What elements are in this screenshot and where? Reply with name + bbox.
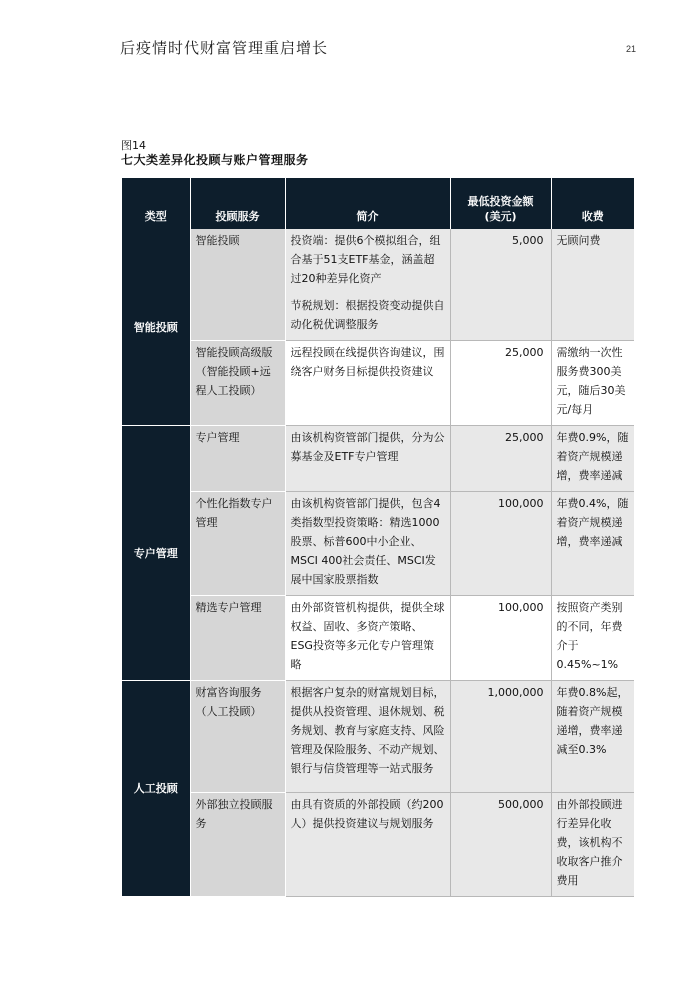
header-min-investment-line2: (美元) bbox=[484, 210, 517, 223]
min-investment: 25,000 bbox=[450, 341, 551, 426]
running-title: 后疫情时代财富管理重启增长 bbox=[120, 39, 329, 57]
service-name: 智能投顾高级版（智能投顾+远程人工投顾） bbox=[190, 341, 285, 426]
fee-text: 由外部投顾进行差异化收费，该机构不收取客户推介费用 bbox=[551, 793, 634, 897]
table-row bbox=[122, 341, 634, 426]
min-investment: 1,000,000 bbox=[450, 681, 551, 793]
table-header-row bbox=[122, 178, 634, 229]
min-investment: 25,000 bbox=[450, 426, 551, 492]
service-description: 根据客户复杂的财富规划目标，提供从投资管理、退休规划、税务规划、教育与家庭支持、风险管理及保险服务、不动产规划、银行与信贷管理等一站式服务 bbox=[285, 681, 450, 793]
figure-title: 七大类差异化投顾与账户管理服务 bbox=[121, 153, 309, 167]
category-cell: 人工投顾 bbox=[122, 681, 190, 897]
figure-label: 图14 bbox=[121, 139, 146, 152]
service-name: 财富咨询服务（人工投顾） bbox=[190, 681, 285, 793]
fee-text: 年费0.4%，随着资产规模递增，费率递减 bbox=[551, 492, 634, 596]
header-description: 简介 bbox=[285, 178, 450, 229]
header-min-investment-line1: 最低投资金额 bbox=[467, 195, 534, 208]
description-paragraph: 投资端：提供6个模拟组合，组合基于51支ETF基金，涵盖超过20种差异化资产 bbox=[290, 234, 441, 285]
service-name: 智能投顾 bbox=[190, 229, 285, 341]
fee-text: 需缴纳一次性服务费300美元，随后30美元/每月 bbox=[551, 341, 634, 426]
fee-text: 无顾问费 bbox=[551, 229, 634, 341]
service-name: 专户管理 bbox=[190, 426, 285, 492]
table-row bbox=[122, 793, 634, 897]
category-cell: 专户管理 bbox=[122, 426, 190, 681]
service-description: 由该机构资管部门提供，分为公募基金及ETF专户管理 bbox=[285, 426, 450, 492]
services-table bbox=[122, 178, 634, 897]
table-row bbox=[122, 229, 634, 341]
service-description: 由具有资质的外部投顾（约200人）提供投资建议与规划服务 bbox=[285, 793, 450, 897]
table-row bbox=[122, 426, 634, 492]
min-investment: 100,000 bbox=[450, 596, 551, 681]
service-description bbox=[285, 229, 450, 341]
page-number: 21 bbox=[626, 44, 637, 54]
min-investment: 5,000 bbox=[450, 229, 551, 341]
min-investment: 500,000 bbox=[450, 793, 551, 897]
service-description: 由该机构资管部门提供，包含4类指数型投资策略：精选1000股票、标普600中小企业、MSCI 400社会责任、MSCI发展中国家股票指数 bbox=[285, 492, 450, 596]
service-description: 由外部资管机构提供，提供全球权益、固收、多资产策略、ESG投资等多元化专户管理策略 bbox=[285, 596, 450, 681]
fee-text: 按照资产类别的不同，年费介于0.45%~1% bbox=[551, 596, 634, 681]
header-min-investment bbox=[450, 178, 551, 229]
header-type: 类型 bbox=[122, 178, 190, 229]
service-name: 精选专户管理 bbox=[190, 596, 285, 681]
category-cell: 智能投顾 bbox=[122, 229, 190, 426]
description-paragraph: 节税规划：根据投资变动提供自动化税优调整服务 bbox=[290, 299, 445, 331]
table-row bbox=[122, 596, 634, 681]
header-fee: 收费 bbox=[551, 178, 634, 229]
min-investment: 100,000 bbox=[450, 492, 551, 596]
service-description: 远程投顾在线提供咨询建议，围绕客户财务目标提供投资建议 bbox=[285, 341, 450, 426]
service-name: 个性化指数专户管理 bbox=[190, 492, 285, 596]
table-row bbox=[122, 681, 634, 793]
fee-text: 年费0.8%起，随着资产规模递增，费率递减至0.3% bbox=[551, 681, 634, 793]
table-row bbox=[122, 492, 634, 596]
fee-text: 年费0.9%，随着资产规模递增，费率递减 bbox=[551, 426, 634, 492]
service-name: 外部独立投顾服务 bbox=[190, 793, 285, 897]
header-service: 投顾服务 bbox=[190, 178, 285, 229]
